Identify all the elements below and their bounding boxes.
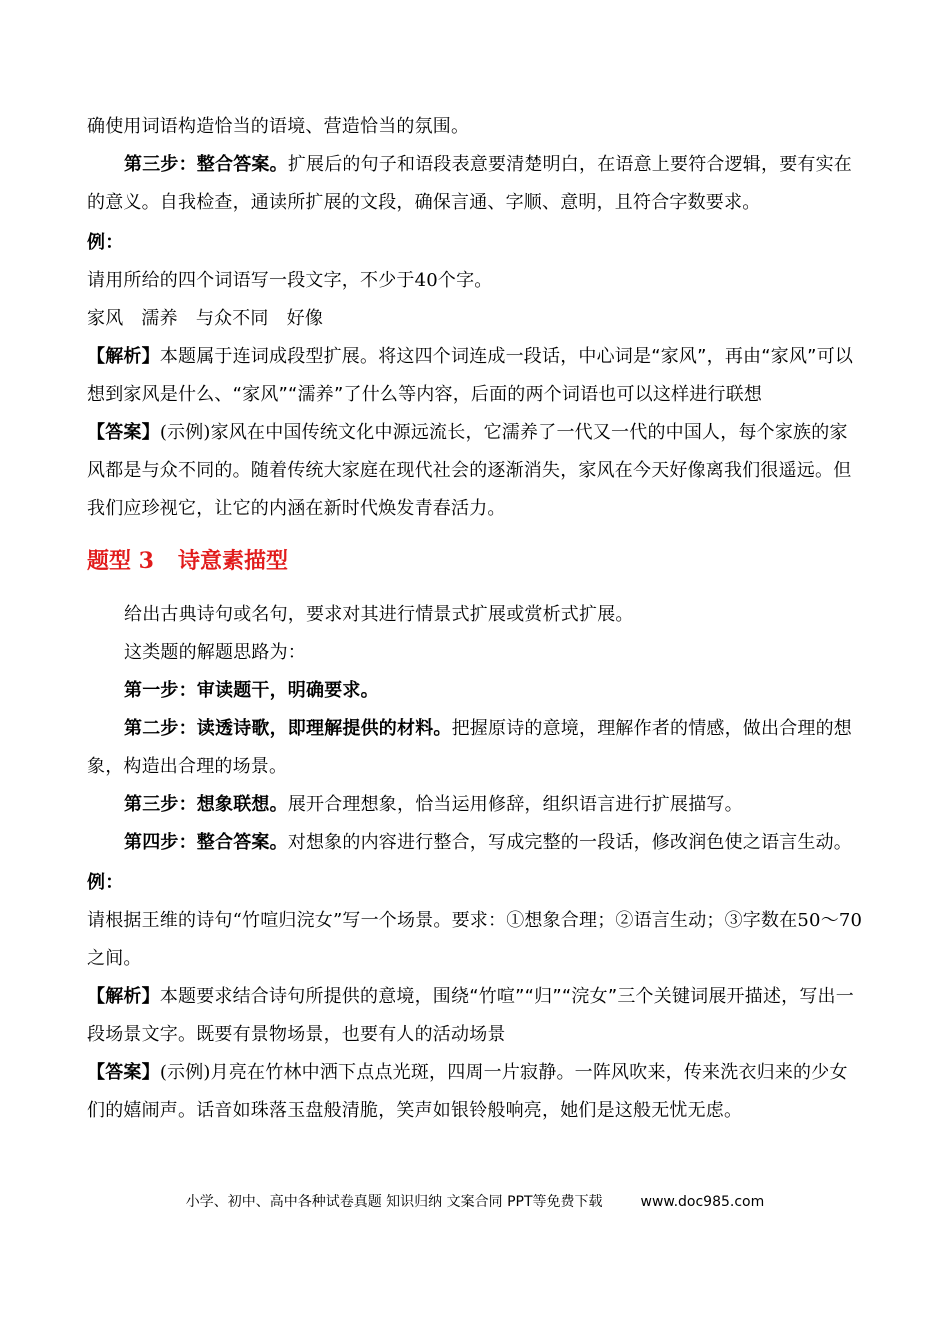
analysis-one-text: 本题属于连词成段型扩展。将这四个词连成一段话，中心词是“家风”，再由“家风”可以想到家风是什么、“家风”“濡养”了什么等内容，后面的两个词语也可以这样进行联想 [87, 346, 854, 405]
step-four-label: 第四步：整合答案。 [124, 832, 288, 853]
step-three-b-text: 展开合理想象，恰当运用修辞，组织语言进行扩展描写。 [287, 794, 743, 815]
step-three-label: 第三步：整合答案。 [124, 154, 288, 175]
analysis-one [87, 338, 863, 414]
paragraph-continuation: 确使用词语构造恰当的语境、营造恰当的氛围。 [87, 116, 470, 137]
example-label: 例： [87, 232, 124, 253]
page-footer [0, 1191, 950, 1211]
footer-url[interactable]: www.doc985.com [640, 1194, 765, 1210]
word-item: 濡养 [141, 308, 178, 329]
step-two-label: 第二步：读透诗歌，即理解提供的材料。 [124, 718, 452, 739]
word-item: 好像 [286, 308, 324, 329]
answer-one-label: 【答案】 [87, 422, 160, 443]
answer-two-text: (示例)月亮在竹林中洒下点点光斑，四周一片寂静。一阵风吹来，传来洗衣归来的少女们的嬉闹声。话音如珠落玉盘般清脆，笑声如银铃般响亮，她们是这般无忧无虑。 [87, 1062, 848, 1121]
step-three-b-paragraph [87, 786, 863, 824]
section-intro: 给出古典诗句或名句，要求对其进行情景式扩展或赏析式扩展。 [124, 604, 634, 625]
example-label-2: 例： [87, 872, 124, 893]
word-item: 家风 [87, 308, 124, 329]
analysis-one-label: 【解析】 [87, 346, 160, 367]
question-one: 请用所给的四个词语写一段文字，不少于40个字。 [87, 270, 493, 291]
step-one: 第一步：审读题干，明确要求。 [124, 680, 379, 701]
section-title: 诗意素描型 [177, 548, 288, 574]
step-three-paragraph [87, 146, 863, 222]
step-four-paragraph [87, 824, 863, 862]
step-three-text: 扩展后的句子和语段表意要清楚明白，在语意上要符合逻辑，要有实在的意义。自我检查，通读所扩展的文段，确保言通、字顺、意明，且符合字数要求。 [87, 154, 853, 213]
step-two-paragraph [87, 710, 863, 786]
answer-two [87, 1054, 863, 1130]
word-list [87, 300, 863, 338]
footer-text: 小学、初中、高中各种试卷真题 知识归纳 文案合同 PPT等免费下载 [185, 1194, 603, 1210]
analysis-two-label: 【解析】 [87, 986, 160, 1007]
section-heading [87, 544, 863, 578]
analysis-two-text: 本题要求结合诗句所提供的意境，围绕“竹喧”“归”“浣女”三个关键词展开描述，写出一段场景文字。既要有景物场景，也要有人的活动场景 [87, 986, 854, 1045]
answer-one-text: (示例)家风在中国传统文化中源远流长，它濡养了一代又一代的中国人，每个家族的家风都是与众不同的。随着传统大家庭在现代社会的逐渐消失，家风在今天好像离我们很遥远。但我们应珍视它，让它的内涵在新时代焕发青春活力。 [87, 422, 852, 519]
answer-two-label: 【答案】 [87, 1062, 160, 1083]
section-ideas: 这类题的解题思路为： [124, 642, 306, 663]
section-number: 题型 3 [87, 548, 154, 574]
step-three-b-label: 第三步：想象联想。 [124, 794, 288, 815]
question-two: 请根据王维的诗句“竹喧归浣女”写一个场景。要求：①想象合理；②语言生动；③字数在50～70之间。 [87, 910, 863, 969]
step-two-text: 把握原诗的意境，理解作者的情感，做出合理的想象，构造出合理的场景。 [87, 718, 853, 777]
document-page [87, 108, 863, 1130]
step-four-text: 对想象的内容进行整合，写成完整的一段话，修改润色使之语言生动。 [287, 832, 853, 853]
answer-one [87, 414, 863, 528]
analysis-two [87, 978, 863, 1054]
word-item: 与众不同 [195, 308, 269, 329]
